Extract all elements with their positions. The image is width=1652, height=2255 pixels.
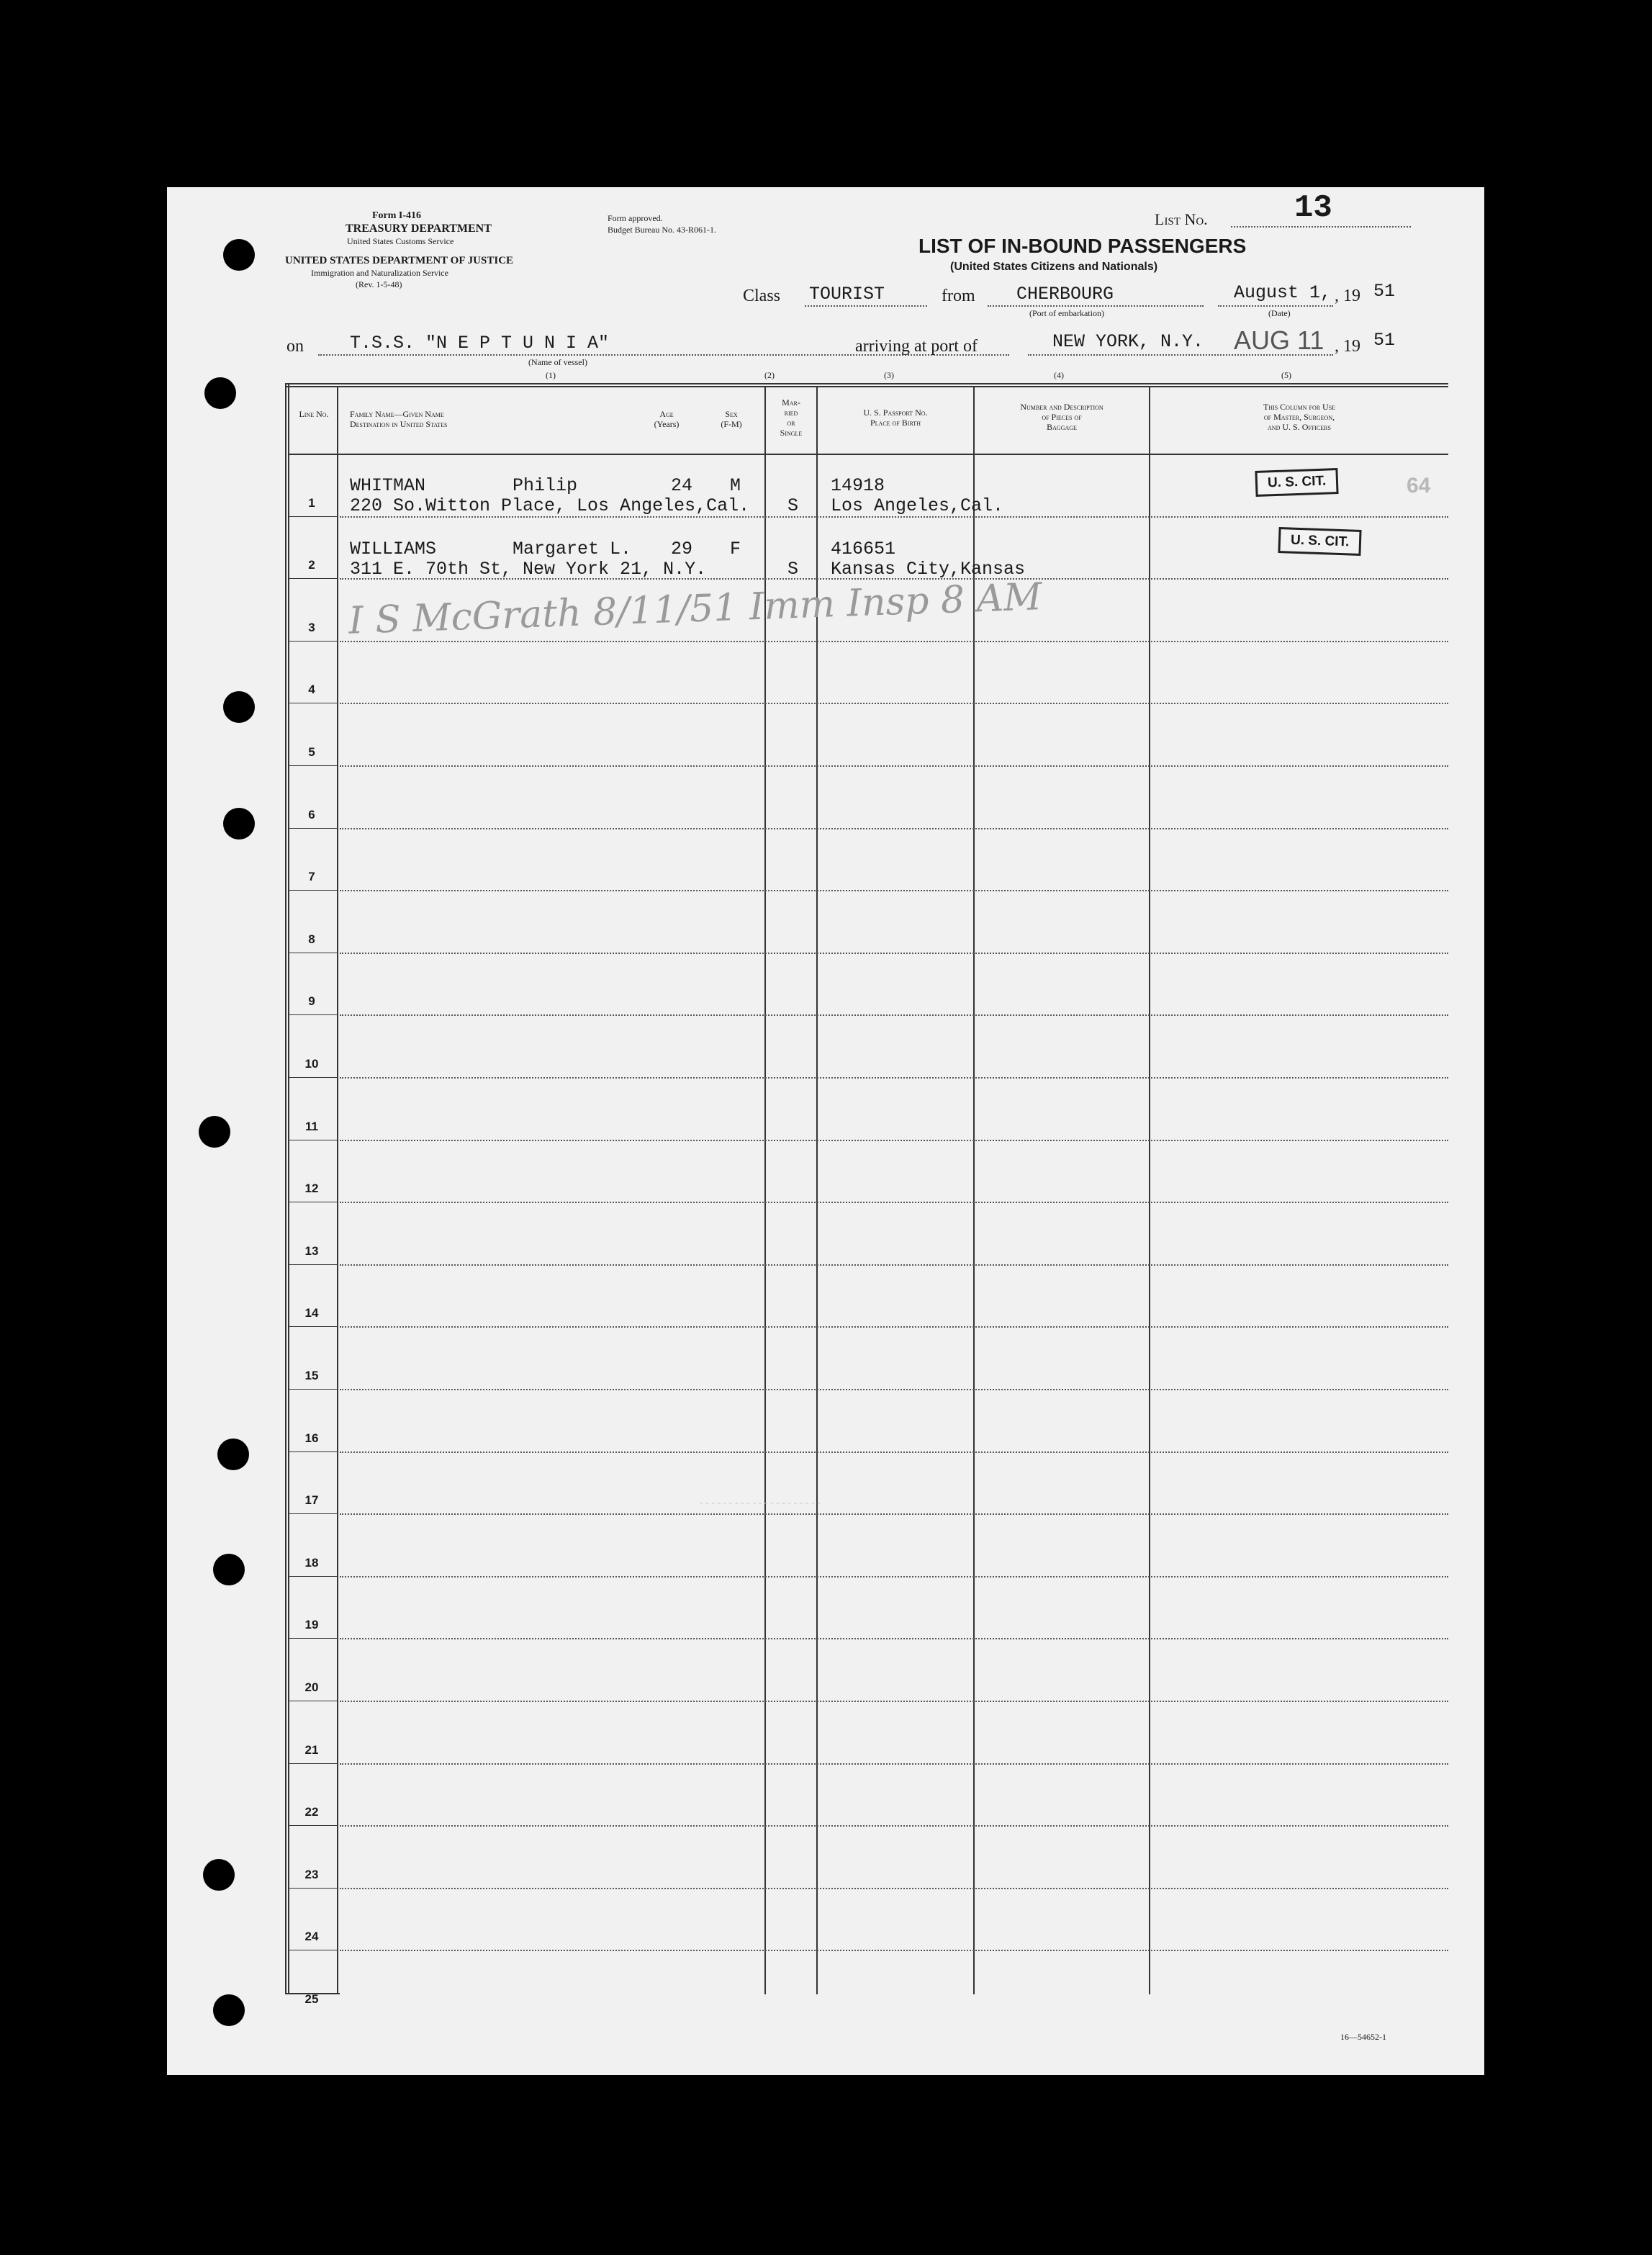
line-number: 10 [304, 1057, 319, 1071]
punch-hole [223, 691, 255, 723]
row-separator [340, 1326, 1448, 1328]
col-header-line: Line No. [299, 409, 329, 419]
line-number: 3 [308, 620, 315, 634]
row-separator [340, 1014, 1448, 1016]
col-header-sex: Sex [725, 409, 738, 419]
row-separator [340, 1638, 1448, 1639]
punch-hole [213, 1994, 245, 2026]
print-code: 16—54652-1 [1340, 2032, 1386, 2042]
from-value: CHERBOURG [1016, 284, 1114, 305]
sex-value: F [730, 539, 741, 559]
destination: 220 So.Witton Place, Los Angeles,Cal. [350, 495, 750, 516]
age-value: 29 [671, 539, 693, 559]
family-name: WHITMAN [350, 475, 426, 496]
customs-service: United States Customs Service [347, 236, 454, 246]
punch-hole [223, 239, 255, 271]
col-number: (4) [1054, 370, 1064, 380]
arrival-year: 51 [1373, 330, 1396, 351]
birthplace: Los Angeles,Cal. [831, 495, 1004, 516]
punch-hole [217, 1439, 249, 1470]
row-separator [340, 1825, 1448, 1827]
departure-year: 51 [1373, 281, 1396, 302]
row-separator [340, 703, 1448, 704]
line-number: 5 [308, 745, 315, 759]
justice-department: UNITED STATES DEPARTMENT OF JUSTICE [285, 255, 514, 266]
line-number: 20 [304, 1680, 319, 1694]
passport-number: 14918 [831, 475, 885, 496]
on-label: on [286, 337, 304, 356]
line-number: 1 [308, 495, 315, 510]
row-separator [340, 641, 1448, 642]
page-title: LIST OF IN-BOUND PASSENGERS [918, 235, 1247, 257]
marital-status: S [787, 559, 799, 580]
list-no-value: 13 [1294, 190, 1332, 226]
us-citizen-stamp: U. S. CIT. [1255, 468, 1338, 497]
punch-hole [223, 808, 255, 840]
col-header-passport: U. S. Passport No. Place of Birth [863, 408, 928, 428]
col-header-destination: Destination in United States [350, 419, 448, 429]
line-number: 12 [304, 1181, 319, 1196]
row-separator [340, 1389, 1448, 1390]
arrival-port: NEW YORK, N.Y. [1052, 331, 1204, 352]
destination: 311 E. 70th St, New York 21, N.Y. [350, 559, 707, 580]
from-label: from [942, 287, 975, 305]
row-separator [340, 1888, 1448, 1889]
line-number: 25 [304, 1992, 319, 2006]
row-separator [340, 828, 1448, 829]
col-number: (3) [884, 370, 894, 380]
us-citizen-stamp: U. S. CIT. [1278, 527, 1361, 556]
line-number: 6 [308, 807, 315, 822]
marital-status: S [787, 495, 799, 516]
row-separator [340, 1763, 1448, 1765]
form-number: Form I-416 [372, 210, 422, 221]
class-value: TOURIST [809, 284, 885, 305]
row-separator [340, 953, 1448, 954]
row-separator [340, 1202, 1448, 1203]
line-number: 9 [308, 994, 315, 1009]
punch-hole [203, 1859, 235, 1891]
row-separator [340, 765, 1448, 767]
line-number: 17 [304, 1493, 319, 1508]
punch-hole [199, 1116, 230, 1148]
row-separator [340, 1576, 1448, 1577]
list-no-label: List No. [1155, 210, 1208, 228]
col-header-officers: This Column for Use of Master, Surgeon, and U. S. Officers [1263, 402, 1336, 432]
col-header-age: Age [659, 409, 674, 419]
table-border [285, 383, 286, 1994]
col-header-name: Family Name—Given Name [350, 409, 444, 419]
bleed-through: - - - - - - - - - - - - - - - - - - - - - [700, 1498, 821, 1508]
punch-hole [204, 377, 236, 409]
col-header-baggage: Number and Description of Pieces of Baggage [1020, 402, 1103, 432]
punch-hole [213, 1554, 245, 1585]
line-number: 7 [308, 870, 315, 884]
form-approved: Form approved. [608, 213, 663, 223]
row-separator [340, 1513, 1448, 1515]
row-separator [340, 1950, 1448, 1951]
sex-value: M [730, 475, 741, 496]
line-number: 24 [304, 1930, 319, 1944]
given-name: Philip [513, 475, 578, 496]
birthplace: Kansas City,Kansas [831, 559, 1026, 580]
col-number: (1) [546, 370, 556, 380]
line-number: 8 [308, 932, 315, 946]
vessel-name: T.S.S. "N E P T U N I A" [350, 333, 610, 354]
class-label: Class [743, 287, 781, 305]
row-separator [340, 890, 1448, 891]
line-number: 2 [308, 558, 315, 572]
col-header-married: Mar- ried or Single [780, 397, 803, 438]
col-header-age-unit: (Years) [654, 419, 680, 429]
age-value: 24 [671, 475, 693, 496]
ins-service: Immigration and Naturalization Service [311, 268, 448, 278]
revision: (Rev. 1-5-48) [356, 279, 402, 289]
family-name: WILLIAMS [350, 539, 437, 559]
line-number: 21 [304, 1742, 319, 1757]
row-separator [340, 1077, 1448, 1079]
line-number: 19 [304, 1618, 319, 1632]
row-separator [340, 1451, 1448, 1453]
row-separator [340, 1140, 1448, 1141]
line-number: 22 [304, 1805, 319, 1819]
col-header-sex-unit: (F-M) [721, 419, 742, 429]
line-number: 11 [305, 1119, 318, 1133]
departure-date: August 1, [1234, 282, 1332, 303]
line-number: 13 [304, 1243, 319, 1258]
line-number: 23 [304, 1867, 319, 1881]
line-number: 15 [304, 1369, 319, 1382]
page-subtitle: (United States Citizens and Nationals) [950, 261, 1158, 273]
manifest-page [167, 187, 1484, 2075]
margin-number: 64 [1407, 474, 1431, 498]
row-separator [340, 1264, 1448, 1266]
vessel-caption: (Name of vessel) [528, 357, 587, 367]
col-number: (5) [1281, 370, 1291, 380]
inspector-handwriting: I S McGrath 8/11/51 Imm Insp 8 AM [348, 575, 1043, 643]
given-name: Margaret L. [513, 539, 632, 559]
line-number: 16 [304, 1431, 319, 1445]
arrival-year-prefix: , 19 [1335, 337, 1360, 356]
year-prefix: , 19 [1335, 287, 1360, 305]
arrival-date-stamp: AUG 11 [1234, 325, 1324, 355]
budget-bureau: Budget Bureau No. 43-R061-1. [608, 225, 716, 235]
date-caption: (Date) [1268, 308, 1291, 318]
treasury-department: TREASURY DEPARTMENT [346, 222, 492, 235]
line-number: 14 [304, 1306, 319, 1320]
col-number: (2) [764, 370, 775, 380]
line-number: 4 [308, 683, 315, 697]
port-embark-caption: (Port of embarkation) [1029, 308, 1104, 318]
line-number: 18 [304, 1555, 319, 1570]
row-separator [340, 1701, 1448, 1702]
arriving-label: arriving at port of [855, 337, 978, 356]
passport-number: 416651 [831, 539, 896, 559]
